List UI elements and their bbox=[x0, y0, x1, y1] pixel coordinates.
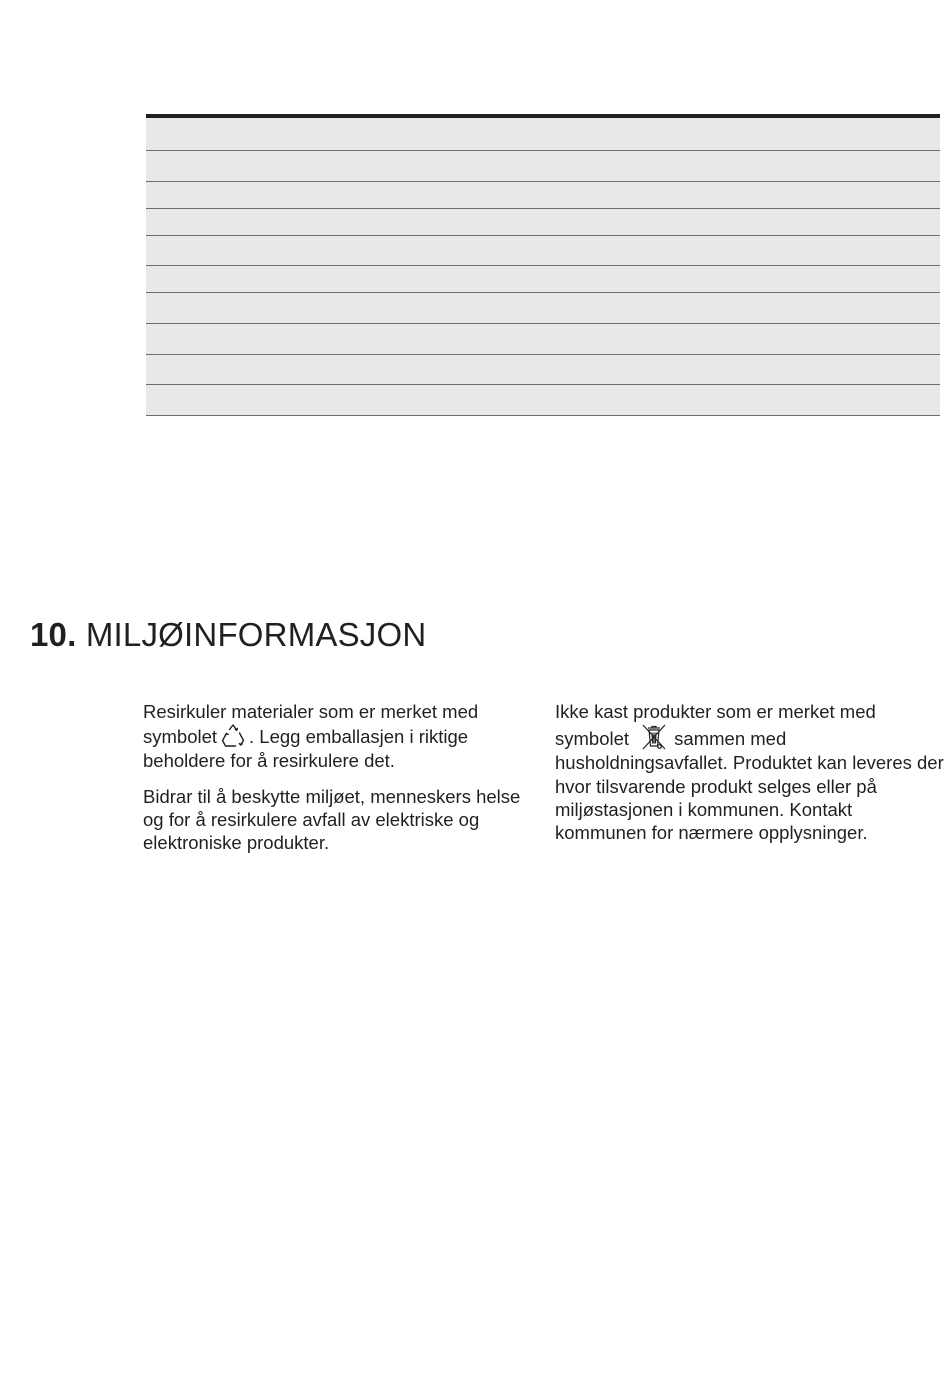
crossed-bin-icon bbox=[640, 723, 668, 751]
recycle-paragraph bbox=[143, 700, 523, 773]
recycle-text-end: . Legg emballasjen i riktige beholdere for å resirkulere det. bbox=[143, 726, 469, 772]
benefit-paragraph: Bidrar til å beskytte miljøet, menneskers helse og for å resirkulere avfall av elektriske og elektroniske produkter. bbox=[143, 785, 521, 854]
table-row bbox=[146, 355, 940, 385]
table-row bbox=[146, 209, 940, 236]
table-row bbox=[146, 151, 940, 182]
table-row bbox=[146, 385, 940, 416]
recycle-icon bbox=[219, 723, 247, 749]
disposal-text-start: Ikke kast produkter som er merket med symbolet bbox=[555, 701, 876, 750]
table-row bbox=[146, 324, 940, 355]
spec-table bbox=[146, 114, 940, 416]
section-number: 10. bbox=[30, 616, 77, 653]
table-row bbox=[146, 236, 940, 266]
right-column bbox=[555, 700, 948, 856]
table-row bbox=[146, 118, 940, 151]
disposal-text-end: sammen med husholdningsavfallet. Produktet kan leveres der hvor tilsvarende produkt selges eller på miljøstasjonen i kommunen. Kontakt kommunen for nærmere opplysninger. bbox=[555, 728, 944, 844]
table-row bbox=[146, 182, 940, 209]
recycle-text-start: Resirkuler materialer som er merket med symbolet bbox=[143, 701, 479, 748]
table-row bbox=[146, 293, 940, 324]
section-heading bbox=[30, 616, 426, 654]
section-title: MILJØINFORMASJON bbox=[85, 616, 427, 653]
disposal-paragraph bbox=[555, 700, 948, 844]
left-column bbox=[143, 700, 523, 866]
table-row bbox=[146, 266, 940, 293]
